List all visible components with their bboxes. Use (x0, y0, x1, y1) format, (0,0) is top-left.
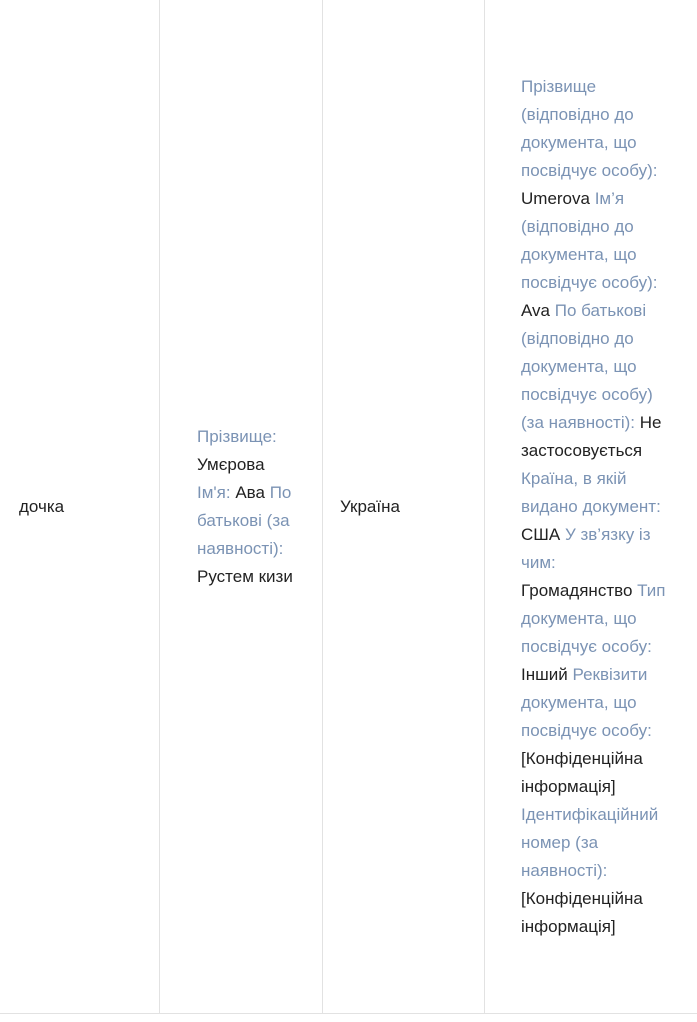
citizenship-value: Україна (340, 497, 400, 516)
doc-reason-value: Громадянство (521, 581, 633, 600)
patronymic-label: По батькові (за наявності): (197, 483, 292, 558)
doc-requisites-value: [Конфіденційна інформація] (521, 749, 643, 796)
first-name-value: Ава (235, 483, 265, 502)
doc-type-value: Інший (521, 665, 568, 684)
document-block (521, 73, 671, 941)
document-cell (485, 0, 697, 1014)
doc-id-label: Ідентифікаційний номер (за наявності): (521, 805, 659, 880)
doc-surname-label: Прізвище (відповідно до документа, що посвідчує особу): (521, 77, 658, 180)
doc-country-label: Країна, в якій видано документ: (521, 469, 661, 516)
doc-name-value: Ava (521, 301, 550, 320)
surname-label: Прізвище: (197, 427, 277, 446)
doc-type-label: Тип документа, що посвідчує особу: (521, 581, 666, 656)
doc-requisites-label: Реквізити документа, що посвідчує особу: (521, 665, 652, 740)
doc-country-value: США (521, 525, 561, 544)
doc-id-value: [Конфіденційна інформація] (521, 889, 643, 936)
doc-patronymic-label: По батькові (відповідно до документа, що посвідчує особу) (за наявності): (521, 301, 653, 432)
first-name-label: Ім'я: (197, 483, 231, 502)
name-block (197, 423, 297, 591)
citizenship-cell (323, 0, 485, 1014)
doc-name-label: Ім’я (відповідно до документа, що посвідчує особу): (521, 189, 658, 292)
name-cell (160, 0, 323, 1014)
relation-cell (0, 0, 160, 1014)
doc-surname-value: Umerova (521, 189, 590, 208)
doc-patronymic-value: Не застосовується (521, 413, 662, 460)
doc-reason-label: У зв’язку із чим: (521, 525, 651, 572)
patronymic-value: Рустем кизи (197, 567, 293, 586)
relation-value: дочка (19, 497, 65, 516)
surname-value: Умєрова (197, 455, 265, 474)
